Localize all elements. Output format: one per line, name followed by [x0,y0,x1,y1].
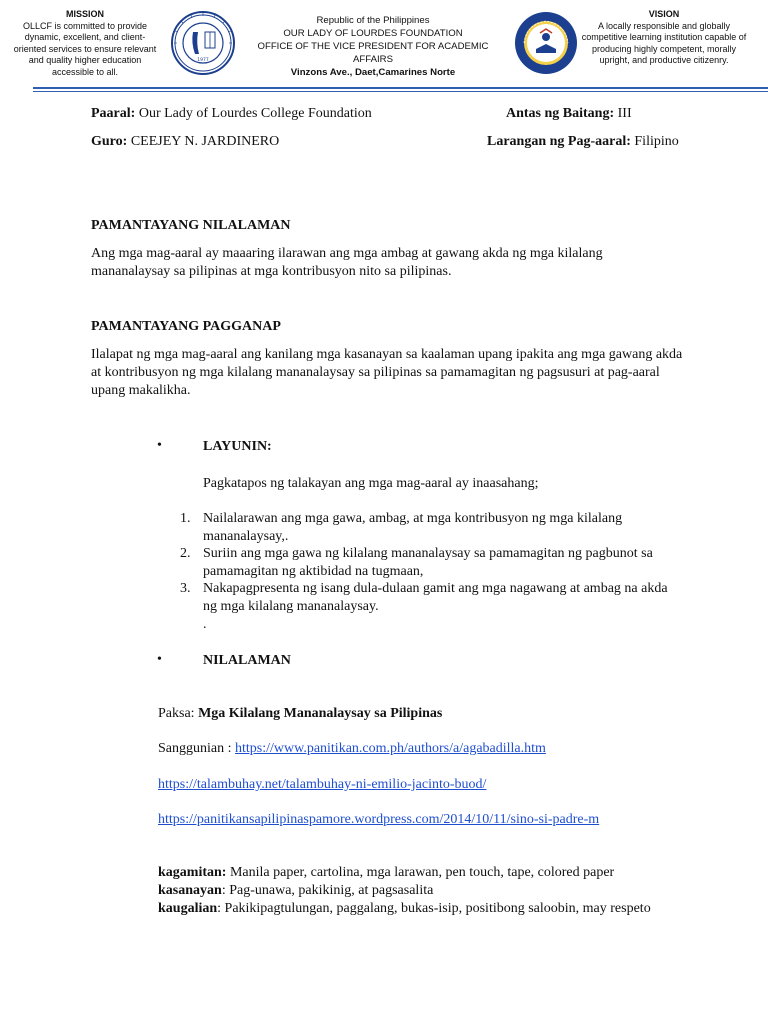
antas-row [506,105,632,123]
seal-year: 1977 [197,58,209,63]
kagamitan-row [158,864,614,882]
antas-label: Antas ng Baitang: [506,106,615,121]
larangan-label: Larangan ng Pag-aaral: [487,134,631,149]
reference-link[interactable]: https://www.panitikan.com.ph/authors/a/agabadilla.htm [235,741,546,756]
larangan-row [487,133,679,151]
layunin-intro: Pagkatapos ng talakayan ang mga mag-aaral ay inaasahang; [203,476,539,491]
pagganap-standard-line: upang makalikha. [91,383,191,398]
paksa-value: Mga Kilalang Mananalaysay sa Pilipinas [198,706,443,721]
header-rule-thin [33,91,768,92]
layunin-heading: LAYUNIN: [203,439,272,454]
header-rule-thick [33,87,768,89]
objective-number: 1. [180,511,191,526]
vision-text: A locally responsible and globally competitive learning institution capable of producing highly competent, morally upright, and productive citizenry. [581,20,747,66]
pagganap-standard-heading: PAMANTAYANG PAGGANAP [91,319,281,334]
reference-link[interactable]: https://panitikansapilipinaspamore.wordpress.com/2014/10/11/sino-si-padre-m [158,812,600,827]
objective-number: 3. [180,581,191,596]
reference-row [158,811,599,829]
nilalaman-heading: NILALAMAN [203,653,291,668]
trailing-dot: . [203,617,207,632]
objective-line: Nakapagpresenta ng isang dula-dulaan gamit ang mga nagawang at ambag na akda [203,581,668,596]
vision-block [578,9,750,67]
paaralan-label: Paaral: [91,106,136,121]
bullet-icon: • [157,438,162,453]
antas-value: III [614,106,632,121]
kasanayan-value: : Pag-unawa, pakikinig, at pagsasalita [221,883,434,898]
paaralan-row [91,105,372,123]
paaralan-value: Our Lady of Lourdes College Foundation [135,106,372,121]
college-seal-logo [163,10,239,76]
mission-title: MISSION [65,9,104,19]
republic-line: Republic of the Philippines [316,15,430,26]
kasanayan-label: kasanayan [158,883,222,898]
kaugalian-value: : Pakikipagtulungan, paggalang, bukas-isip, positibong saloobin, may respeto [217,901,651,916]
guro-value: CEEJEY N. JARDINERO [127,134,280,149]
larangan-value: Filipino [630,134,679,149]
guro-label: Guro: [91,134,128,149]
guro-row [91,133,279,151]
mission-block [10,9,160,79]
paksa-row [158,705,442,723]
objective-line: ng mga kilalang mananalaysay. [203,599,379,614]
kaugalian-label: kaugalian [158,901,218,916]
institution-heading [238,14,508,79]
objective-number: 2. [180,546,191,561]
objective-line: pamamagitan ng aktibidad na tugmaan, [203,564,424,579]
kaugalian-row [158,900,651,918]
bullet-icon: • [157,652,162,667]
sanggunian-row [158,740,546,758]
kagamitan-value: Manila paper, cartolina, mga larawan, pen touch, tape, colored paper [226,865,615,880]
address-line: Vinzons Ave., Daet,Camarines Norte [290,67,456,78]
pagganap-standard-line: at kontribusyon ng mga kilalang mananalaysay sa pilipinas sa pamamagitan ng pagsusuri at pag-aaral [91,365,660,380]
office-name: OFFICE OF THE VICE PRESIDENT FOR ACADEMIC AFFAIRS [257,41,489,65]
objective-line: mananalaysay,. [203,529,289,544]
reference-link[interactable]: https://talambuhay.net/talambuhay-ni-emilio-jacinto-buod/ [158,777,487,792]
objective-line: Nailalarawan ang mga gawa, ambag, at mga kontribusyon ng mga kilalang [203,511,623,526]
paksa-label: Paksa: [158,706,199,721]
mission-text: OLLCF is committed to provide dynamic, excellent, and client-oriented services to ensure relevant and quality higher education accessible to all. [13,20,157,77]
kagamitan-label: kagamitan: [158,865,227,880]
nilalaman-standard-line: Ang mga mag-aaral ay maaaring ilarawan ang mga ambag at gawang akda ng mga kilalang [91,246,603,261]
letterhead [0,0,768,92]
nilalaman-standard-heading: PAMANTAYANG NILALAMAN [91,218,291,233]
vision-title: VISION [648,9,680,19]
institution-name: OUR LADY OF LOURDES FOUNDATION [283,28,463,39]
pagganap-standard-line: Ilalapat ng mga mag-aaral ang kanilang mga kasanayan sa kaalaman upang ipakita ang mga gawang akda [91,347,683,362]
nilalaman-standard-line: mananalaysay sa pilipinas at mga kontribusyon nito sa pilipinas. [91,264,452,279]
sanggunian-label: Sanggunian : [158,741,235,756]
department-seal-logo [514,11,578,75]
kasanayan-row [158,882,433,900]
reference-row [158,776,486,794]
objective-line: Suriin ang mga gawa ng kilalang mananalaysay sa pamamagitan ng pagbunot sa [203,546,653,561]
